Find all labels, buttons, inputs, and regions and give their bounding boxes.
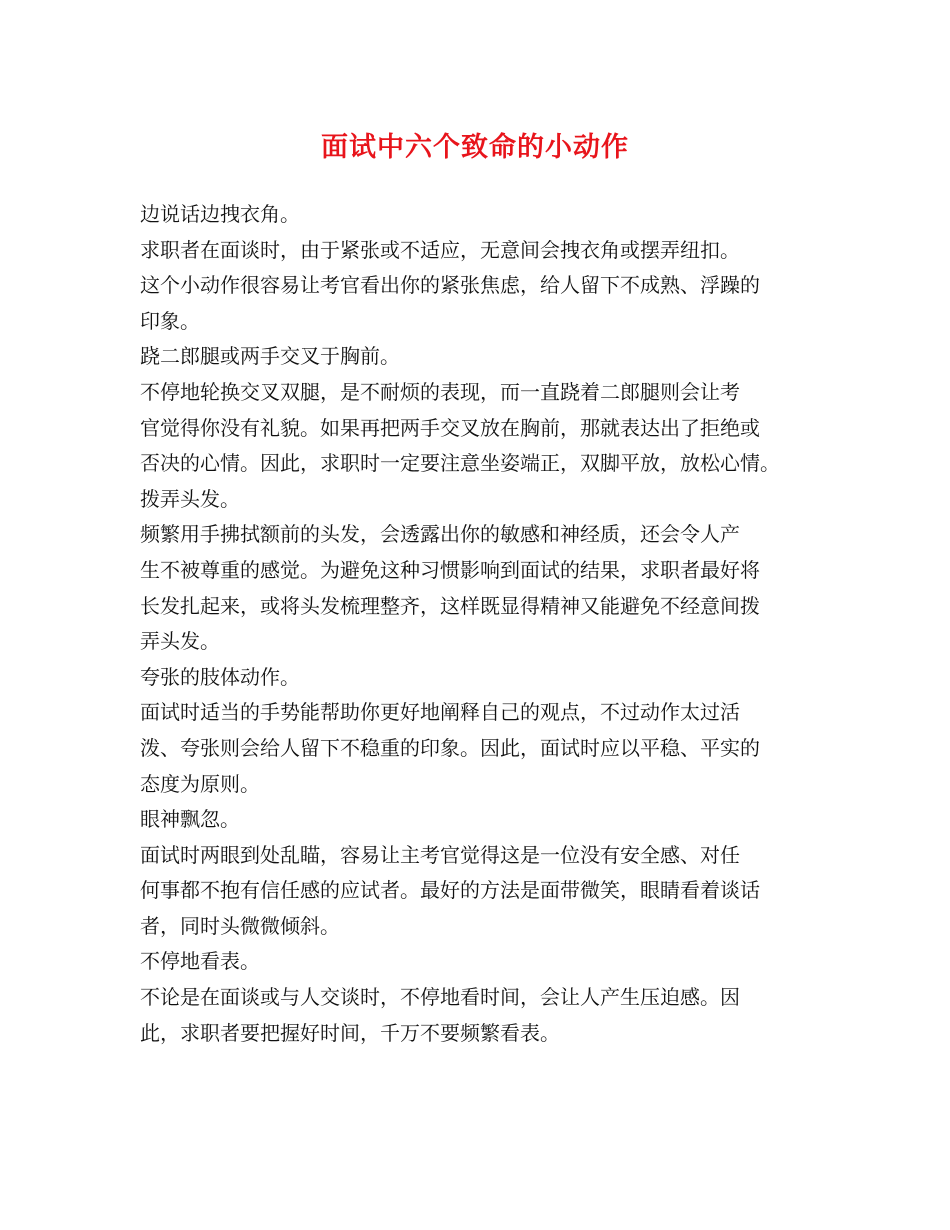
body-line: 频繁用手拂拭额前的头发，会透露出你的敏感和神经质，还会令人产 — [140, 522, 740, 547]
body-line: 不论是在面谈或与人交谈时，不停地看时间，会让人产生压迫感。因 — [140, 985, 740, 1010]
body-line: 夸张的肢体动作。 — [140, 664, 300, 689]
body-line: 长发扎起来，或将头发梳理整齐，这样既显得精神又能避免不经意间拨 — [140, 593, 760, 618]
body-line: 这个小动作很容易让考官看出你的紧张焦虑，给人留下不成熟、浮躁的 — [140, 273, 760, 298]
document-body — [140, 197, 830, 1051]
body-line: 态度为原则。 — [140, 771, 260, 796]
body-line: 否决的心情。因此，求职时一定要注意坐姿端正，双脚平放，放松心情。 — [140, 451, 780, 476]
body-line: 弄头发。 — [140, 629, 220, 654]
body-line: 印象。 — [140, 308, 200, 333]
body-line: 眼神飘忽。 — [140, 807, 240, 832]
document-title: 面试中六个致命的小动作 — [321, 132, 629, 163]
body-line: 面试时适当的手势能帮助你更好地阐释自己的观点，不过动作太过活 — [140, 700, 740, 725]
body-line: 官觉得你没有礼貌。如果再把两手交叉放在胸前，那就表达出了拒绝或 — [140, 415, 760, 440]
body-line: 泼、夸张则会给人留下不稳重的印象。因此，面试时应以平稳、平实的 — [140, 735, 760, 760]
body-line: 不停地轮换交叉双腿，是不耐烦的表现，而一直跷着二郎腿则会让考 — [140, 379, 740, 404]
body-line: 边说话边拽衣角。 — [140, 202, 300, 226]
body-line: 生不被尊重的感觉。为避免这种习惯影响到面试的结果，求职者最好将 — [140, 557, 760, 582]
body-line: 不停地看表。 — [140, 949, 260, 974]
body-line: 跷二郎腿或两手交叉于胸前。 — [140, 344, 400, 369]
body-line: 面试时两眼到处乱瞄，容易让主考官觉得这是一位没有安全感、对任 — [140, 842, 740, 867]
body-line: 者，同时头微微倾斜。 — [140, 913, 340, 938]
body-line: 何事都不抱有信任感的应试者。最好的方法是面带微笑，眼睛看着谈话 — [140, 878, 760, 903]
body-line: 求职者在面谈时，由于紧张或不适应，无意间会拽衣角或摆弄纽扣。 — [140, 237, 740, 262]
body-line: 此，求职者要把握好时间，千万不要频繁看表。 — [140, 1020, 560, 1045]
body-line: 拨弄头发。 — [140, 486, 240, 511]
